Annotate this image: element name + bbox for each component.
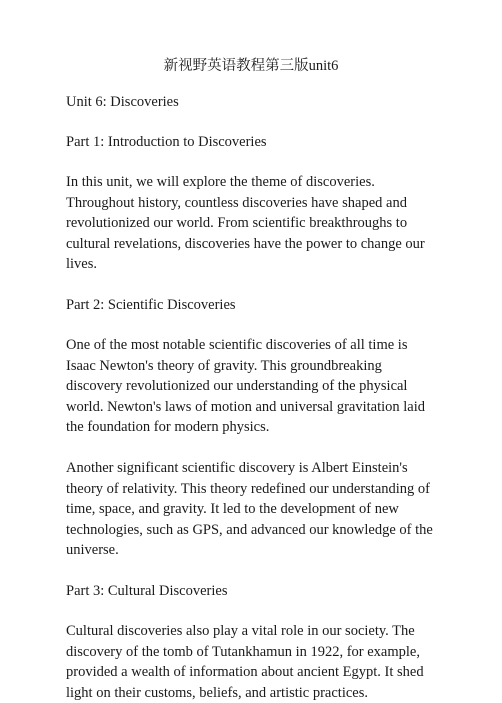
unit-title: Unit 6: Discoveries [66, 94, 179, 110]
document-title: 新视野英语教程第三版unit6 [163, 58, 339, 74]
paragraph-einstein: Another significant scientific discovery is Albert Einstein's theory of relativity. This theory redefined our understanding of time, space, and gravity. It led to the development of new technologies, such as GPS, and advanced our knowledge of the universe. [66, 459, 433, 559]
section-heading-part-3: Part 3: Cultural Discoveries [66, 582, 228, 599]
section-heading-part-2: Part 2: Scientific Discoveries [66, 296, 236, 313]
paragraph-tutankhamun: Cultural discoveries also play a vital role in our society. The discovery of the tomb of Tutankhamun in 1922, for example, provided a wealth of information about ancient Egypt. It shed light on their customs, beliefs, and artistic practices. [66, 622, 424, 701]
section-heading-part-1: Part 1: Introduction to Discoveries [66, 134, 267, 150]
paragraph-introduction: In this unit, we will explore the theme of discoveries. Throughout history, countless discoveries have shaped and revolutionized our world. From scientific breakthroughs to cultural revelations, discoveries have the power to change our lives. [66, 174, 425, 273]
paragraph-newton: One of the most notable scientific discoveries of all time is Isaac Newton's theory of gravity. This groundbreaking discovery revolutionized our understanding of the physical world. Newton's laws of motion and universal gravitation laid the foundation for modern physics. [66, 336, 426, 436]
